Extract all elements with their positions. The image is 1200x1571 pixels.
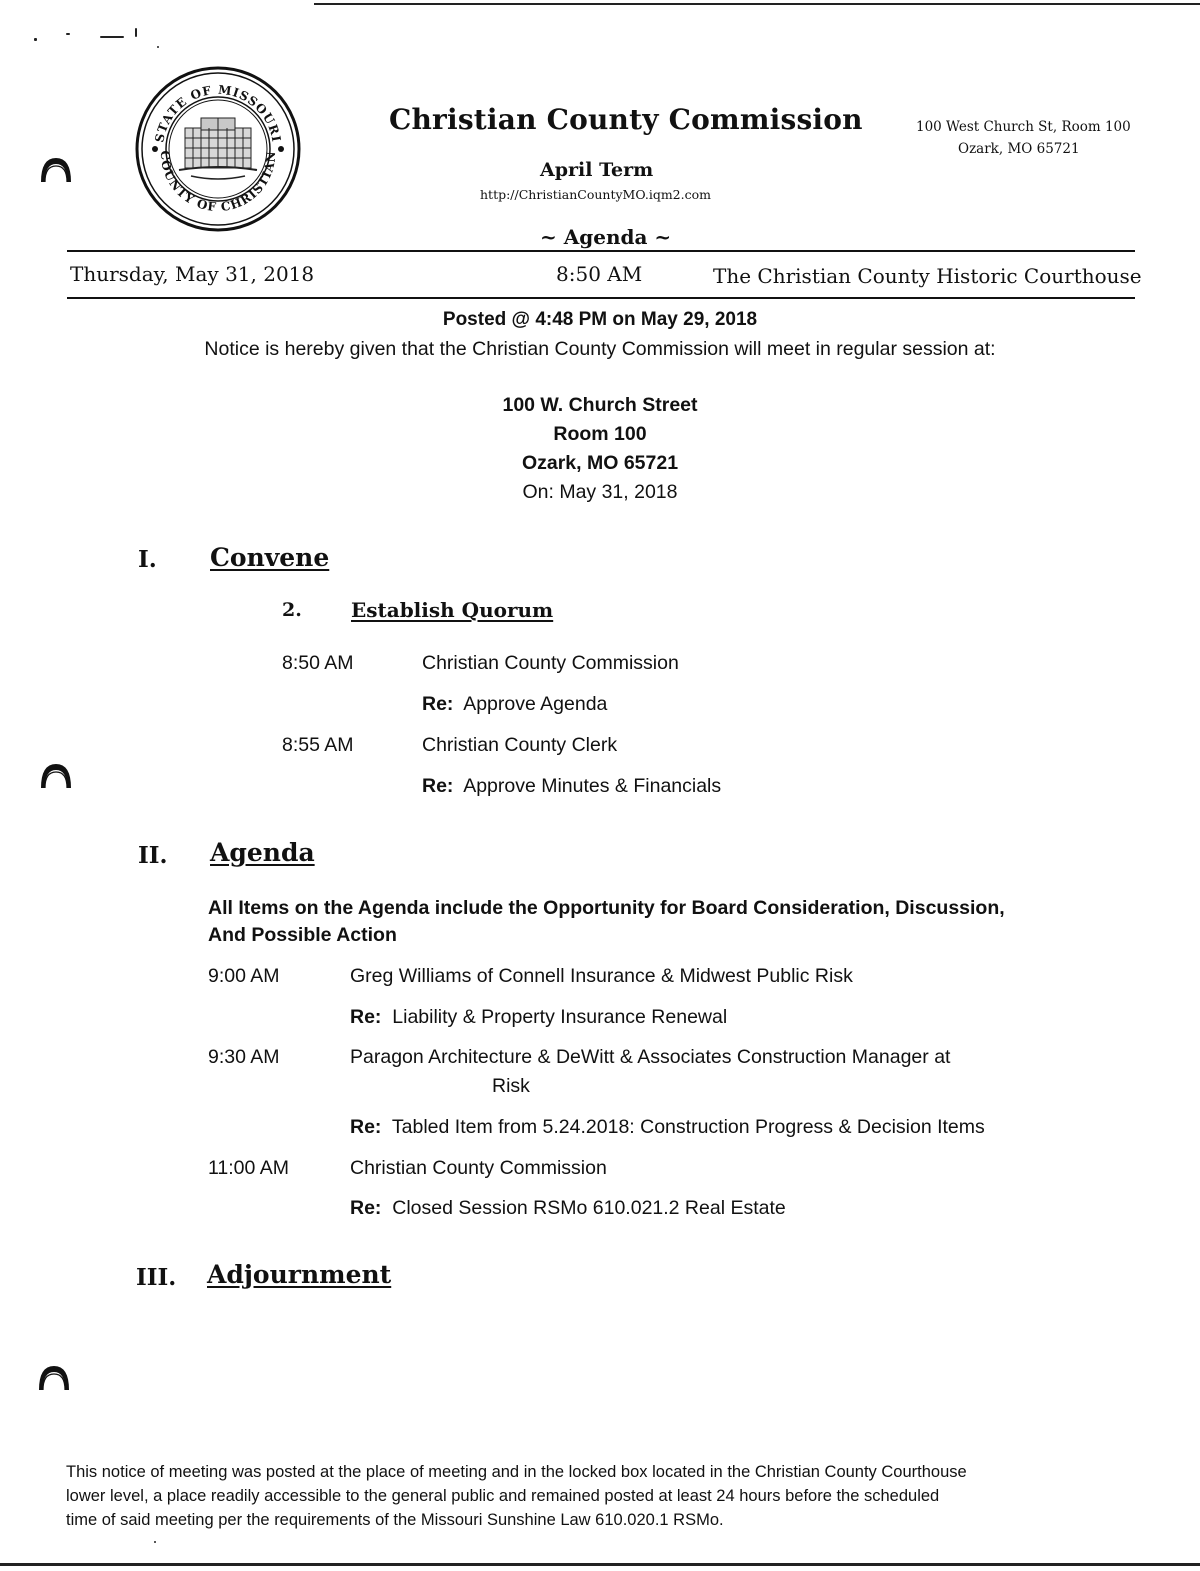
meeting-date: Thursday, May 31, 2018: [70, 262, 315, 286]
item-presenter: Greg Williams of Connell Insurance & Midwest Public Risk: [350, 965, 853, 987]
location-room: Room 100: [553, 423, 647, 445]
scan-speck: [154, 1541, 156, 1543]
section-title-agenda: Agenda: [210, 838, 315, 867]
posted-timestamp: Posted @ 4:48 PM on May 29, 2018: [442, 309, 758, 330]
address-line-2: Ozark, MO 65721: [958, 141, 1080, 157]
top-border-line: [314, 3, 1200, 5]
location-street: 100 W. Church Street: [502, 394, 698, 416]
item-presenter-continued: Risk: [492, 1075, 530, 1097]
meeting-place: The Christian County Historic Courthouse: [713, 264, 1142, 288]
item-regarding: [422, 775, 721, 798]
location-date: On: May 31, 2018: [522, 481, 678, 503]
scan-speck: [135, 28, 137, 37]
re-text: Approve Minutes & Financials: [463, 775, 722, 797]
re-label: Re:: [350, 1006, 382, 1028]
punch-hole-icon: [38, 152, 74, 188]
item-presenter: Paragon Architecture & DeWitt & Associates Construction Manager at: [350, 1046, 951, 1068]
scan-speck: [66, 33, 70, 35]
item-regarding: [422, 693, 607, 716]
punch-hole-icon: [38, 758, 74, 794]
agenda-heading: ~ Agenda ~: [540, 225, 672, 249]
item-time: 8:50 AM: [282, 652, 354, 674]
county-seal-icon: [135, 66, 301, 232]
notice-text: Notice is hereby given that the Christian County Commission will meet in regular session at:: [204, 338, 996, 360]
term-label: April Term: [540, 159, 654, 181]
page-title: Christian County Commission: [389, 103, 863, 136]
item-regarding: [350, 1197, 786, 1220]
re-label: Re:: [350, 1116, 382, 1138]
seal-text-top: STATE OF MISSOURI: [152, 82, 284, 144]
re-text: Approve Agenda: [463, 693, 608, 715]
header-rule-bottom: [67, 297, 1135, 299]
footer-line-2: lower level, a place readily accessible to the general public and remained posted at least 24 hours before the scheduled: [66, 1487, 940, 1505]
section-number: III.: [136, 1264, 177, 1291]
subsection-number: 2.: [282, 599, 302, 621]
section-number: I.: [138, 546, 157, 573]
subsection-title-quorum: Establish Quorum: [351, 598, 554, 622]
bottom-border-line: [0, 1563, 1200, 1566]
seal-text-bottom: COUNTY OF CHRISTIAN: [157, 150, 279, 215]
scan-speck: [100, 36, 124, 38]
item-regarding: [350, 1006, 727, 1029]
re-text: Tabled Item from 5.24.2018: Construction Progress & Decision Items: [391, 1116, 985, 1138]
meeting-time: 8:50 AM: [556, 262, 643, 286]
footer-line-3: time of said meeting per the requirements of the Missouri Sunshine Law 610.020.1 RSMo.: [66, 1511, 724, 1529]
header-rule-top: [67, 250, 1135, 252]
item-time: 8:55 AM: [282, 734, 354, 756]
section-title-convene: Convene: [210, 543, 330, 572]
footer-notice: [66, 1460, 1066, 1532]
re-label: Re:: [422, 775, 454, 797]
website-url: http://ChristianCountyMO.iqm2.com: [480, 187, 711, 202]
re-label: Re:: [422, 693, 454, 715]
scan-speck: [34, 38, 37, 41]
re-label: Re:: [350, 1197, 382, 1219]
re-text: Liability & Property Insurance Renewal: [392, 1006, 728, 1028]
agenda-intro-line-2: And Possible Action: [208, 924, 397, 946]
scan-speck: [157, 46, 159, 48]
item-regarding: [350, 1116, 985, 1139]
punch-hole-icon: [36, 1360, 72, 1396]
item-time: 9:30 AM: [208, 1046, 280, 1068]
footer-line-1: This notice of meeting was posted at the place of meeting and in the locked box located in the Christian County Courthouse: [66, 1463, 967, 1481]
section-title-adjournment: Adjournment: [207, 1260, 392, 1289]
location-city: Ozark, MO 65721: [521, 452, 679, 474]
item-time: 11:00 AM: [208, 1157, 289, 1179]
item-presenter: Christian County Commission: [350, 1157, 607, 1179]
address-line-1: 100 West Church St, Room 100: [916, 119, 1131, 135]
item-time: 9:00 AM: [208, 965, 280, 987]
item-presenter: Christian County Commission: [422, 652, 679, 674]
item-presenter: Christian County Clerk: [422, 734, 618, 756]
re-text: Closed Session RSMo 610.021.2 Real Estate: [392, 1197, 786, 1219]
agenda-intro-line-1: All Items on the Agenda include the Opportunity for Board Consideration, Discussion,: [208, 897, 1005, 919]
section-number: II.: [138, 842, 168, 869]
